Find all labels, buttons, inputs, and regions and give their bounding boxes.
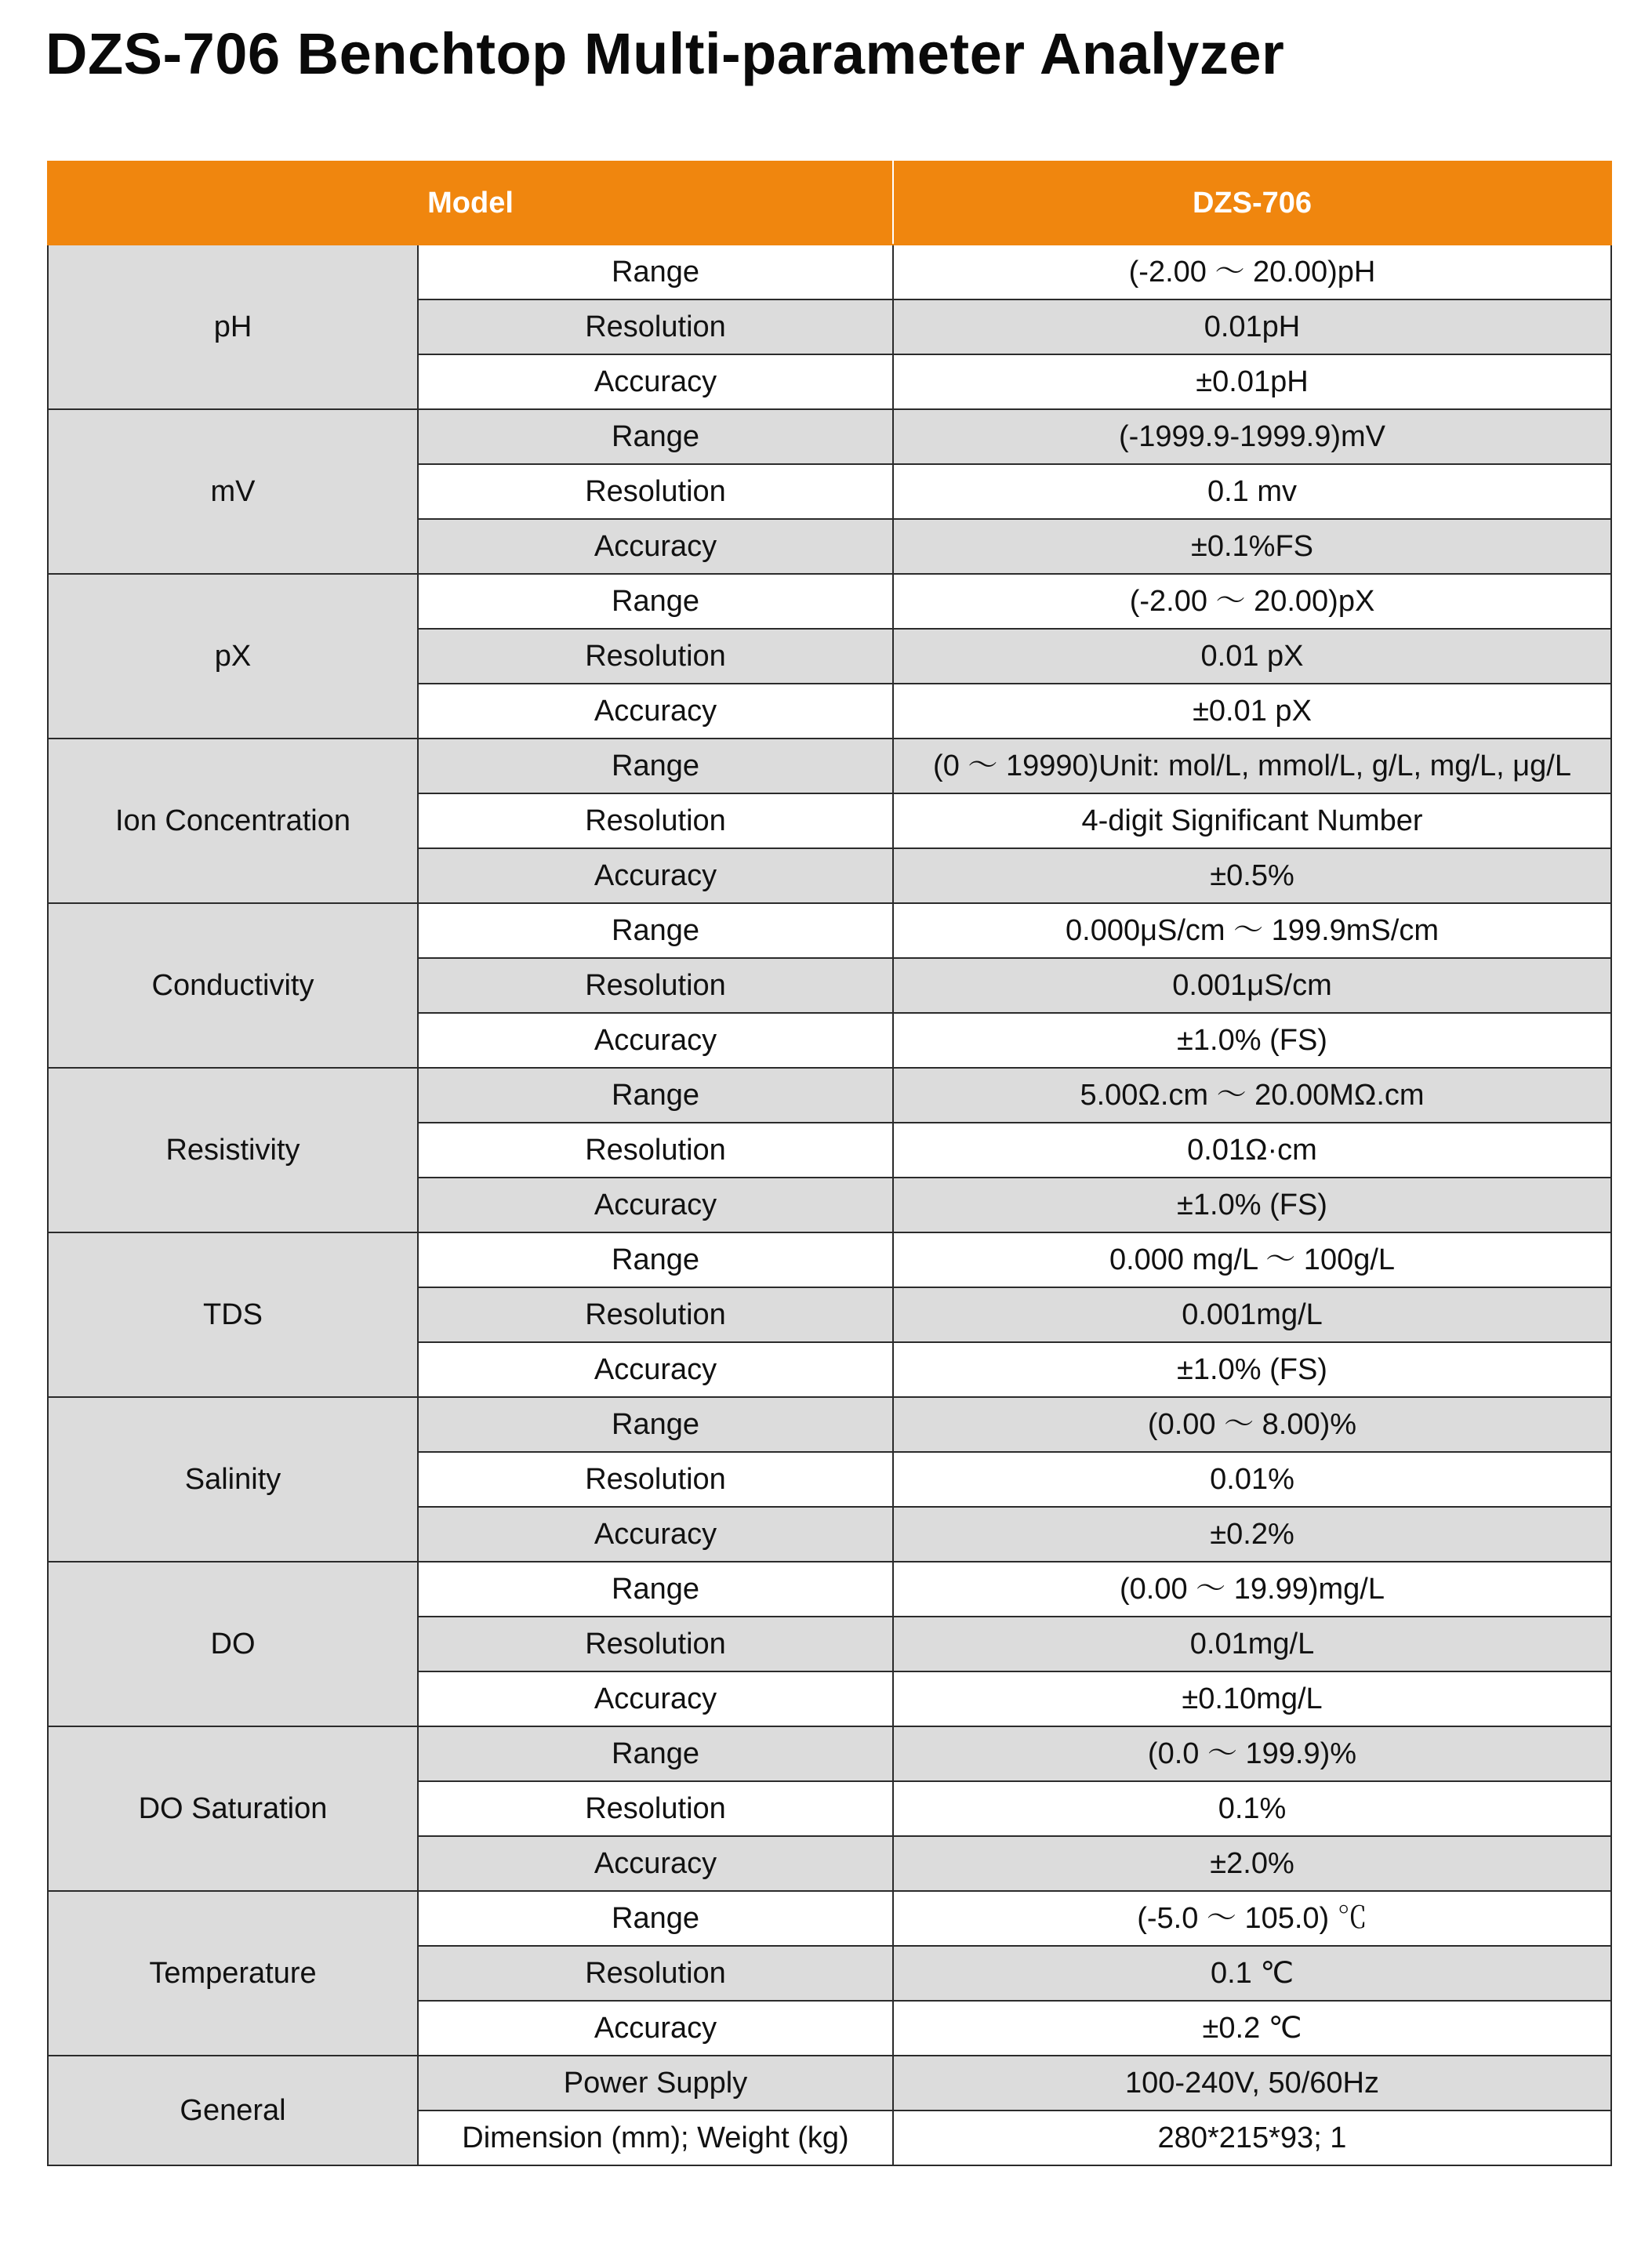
spec-value-cell: ±2.0% <box>893 1836 1611 1891</box>
spec-label-cell: Accuracy <box>418 1671 893 1726</box>
spec-label-cell: Resolution <box>418 1452 893 1507</box>
spec-label-cell: Range <box>418 1068 893 1123</box>
spec-value-cell: 0.1 mv <box>893 464 1611 519</box>
spec-value-cell: 0.000 mg/L ～ 100g/L <box>893 1232 1611 1287</box>
spec-value-cell: 0.01mg/L <box>893 1617 1611 1671</box>
spec-label-cell: Dimension (mm); Weight (kg) <box>418 2111 893 2165</box>
spec-label-cell: Resolution <box>418 1123 893 1178</box>
parameter-name-cell: Temperature <box>48 1891 418 2056</box>
spec-value-cell: 100-240V, 50/60Hz <box>893 2056 1611 2111</box>
spec-label-cell: Range <box>418 1562 893 1617</box>
spec-value-cell: 0.01% <box>893 1452 1611 1507</box>
parameter-name-cell: TDS <box>48 1232 418 1397</box>
spec-value-cell: (-1999.9-1999.9)mV <box>893 409 1611 464</box>
spec-value-cell: 0.001mg/L <box>893 1287 1611 1342</box>
table-row <box>48 1562 1611 1617</box>
table-row <box>48 1891 1611 1946</box>
spec-value-cell: (-5.0 ～ 105.0) ℃ <box>893 1891 1611 1946</box>
spec-label-cell: Resolution <box>418 464 893 519</box>
table-row <box>48 1232 1611 1287</box>
spec-label-cell: Resolution <box>418 1617 893 1671</box>
parameter-name-cell: mV <box>48 409 418 574</box>
spec-label-cell: Resolution <box>418 629 893 684</box>
spec-label-cell: Range <box>418 1726 893 1781</box>
spec-label-cell: Range <box>418 1232 893 1287</box>
model-value-cell: DZS-706 <box>893 162 1611 245</box>
spec-label-cell: Accuracy <box>418 1507 893 1562</box>
parameter-name-cell: pH <box>48 245 418 409</box>
spec-label-cell: Accuracy <box>418 1342 893 1397</box>
spec-value-cell: ±1.0% (FS) <box>893 1178 1611 1232</box>
spec-label-cell: Accuracy <box>418 354 893 409</box>
spec-label-cell: Accuracy <box>418 1836 893 1891</box>
spec-label-cell: Range <box>418 1891 893 1946</box>
spec-label-cell: Range <box>418 409 893 464</box>
spec-value-cell: 0.1 ℃ <box>893 1946 1611 2001</box>
spec-label-cell: Power Supply <box>418 2056 893 2111</box>
parameter-name-cell: DO <box>48 1562 418 1726</box>
spec-label-cell: Range <box>418 739 893 793</box>
table-row <box>48 1726 1611 1781</box>
spec-value-cell: ±0.2 ℃ <box>893 2001 1611 2056</box>
table-row <box>48 903 1611 958</box>
spec-value-cell: (-2.00 ～ 20.00)pH <box>893 245 1611 299</box>
spec-value-cell: (0.00 ～ 8.00)% <box>893 1397 1611 1452</box>
spec-value-cell: 0.000μS/cm ～ 199.9mS/cm <box>893 903 1611 958</box>
parameter-name-cell: Ion Concentration <box>48 739 418 903</box>
spec-value-cell: 5.00Ω.cm ～ 20.00MΩ.cm <box>893 1068 1611 1123</box>
spec-value-cell: ±0.01pH <box>893 354 1611 409</box>
parameter-name-cell: General <box>48 2056 418 2165</box>
spec-value-cell: ±0.2% <box>893 1507 1611 1562</box>
spec-value-cell: 0.01 pX <box>893 629 1611 684</box>
spec-label-cell: Resolution <box>418 958 893 1013</box>
spec-label-cell: Range <box>418 245 893 299</box>
parameter-name-cell: pX <box>48 574 418 739</box>
parameter-name-cell: Salinity <box>48 1397 418 1562</box>
table-row <box>48 409 1611 464</box>
spec-label-cell: Resolution <box>418 299 893 354</box>
spec-value-cell: 4-digit Significant Number <box>893 793 1611 848</box>
spec-value-cell: 0.1% <box>893 1781 1611 1836</box>
spec-label-cell: Accuracy <box>418 848 893 903</box>
spec-label-cell: Resolution <box>418 1946 893 2001</box>
spec-table-body <box>48 245 1611 2165</box>
spec-value-cell: (0.0 ～ 199.9)% <box>893 1726 1611 1781</box>
spec-label-cell: Resolution <box>418 1287 893 1342</box>
spec-value-cell: 280*215*93; 1 <box>893 2111 1611 2165</box>
spec-label-cell: Resolution <box>418 793 893 848</box>
spec-label-cell: Range <box>418 1397 893 1452</box>
spec-value-cell: ±0.10mg/L <box>893 1671 1611 1726</box>
spec-value-cell: (0 ～ 19990)Unit: mol/L, mmol/L, g/L, mg/L, μg/L <box>893 739 1611 793</box>
parameter-name-cell: Conductivity <box>48 903 418 1068</box>
table-row <box>48 1068 1611 1123</box>
page-title: DZS-706 Benchtop Multi-parameter Analyzer <box>45 21 1285 86</box>
spec-label-cell: Accuracy <box>418 1013 893 1068</box>
table-row <box>48 245 1611 299</box>
table-row <box>48 2056 1611 2111</box>
spec-label-cell: Accuracy <box>418 2001 893 2056</box>
spec-value-cell: (0.00 ～ 19.99)mg/L <box>893 1562 1611 1617</box>
spec-label-cell: Accuracy <box>418 684 893 739</box>
spec-value-cell: ±1.0% (FS) <box>893 1342 1611 1397</box>
spec-label-cell: Accuracy <box>418 519 893 574</box>
spec-value-cell: ±0.01 pX <box>893 684 1611 739</box>
table-row <box>48 574 1611 629</box>
spec-value-cell: ±0.1%FS <box>893 519 1611 574</box>
spec-label-cell: Resolution <box>418 1781 893 1836</box>
header-row <box>48 162 1611 245</box>
spec-label-cell: Range <box>418 574 893 629</box>
spec-label-cell: Accuracy <box>418 1178 893 1232</box>
spec-value-cell: 0.01pH <box>893 299 1611 354</box>
parameter-name-cell: DO Saturation <box>48 1726 418 1891</box>
spec-table <box>47 161 1612 2166</box>
table-row <box>48 739 1611 793</box>
spec-value-cell: ±1.0% (FS) <box>893 1013 1611 1068</box>
parameter-name-cell: Resistivity <box>48 1068 418 1232</box>
spec-value-cell: 0.01Ω·cm <box>893 1123 1611 1178</box>
table-row <box>48 1397 1611 1452</box>
spec-value-cell: 0.001μS/cm <box>893 958 1611 1013</box>
spec-value-cell: ±0.5% <box>893 848 1611 903</box>
spec-value-cell: (-2.00 ～ 20.00)pX <box>893 574 1611 629</box>
spec-table-header <box>48 162 1611 245</box>
model-label-cell: Model <box>48 162 893 245</box>
spec-label-cell: Range <box>418 903 893 958</box>
